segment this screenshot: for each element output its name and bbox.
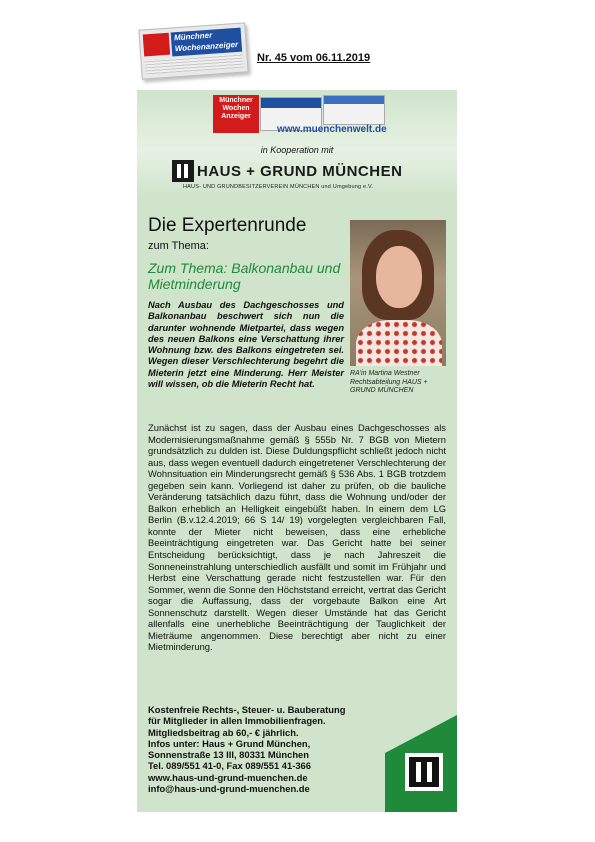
photo-caption: RA'in Martina Westner Rechtsabteilung HAUS + GRUND MÜNCHEN [350, 370, 428, 394]
wochenanzeiger-logo-text: Münchner Wochenanzeiger [171, 28, 243, 57]
author-photo [350, 220, 446, 366]
haus-grund-corner-logo-icon [385, 715, 457, 812]
contact-line: Kostenfreie Rechts-, Steuer- u. Bauberatung [148, 704, 346, 715]
article-box [137, 90, 457, 812]
article-lead: Nach Ausbau des Dachgeschosses und Balkonanbau beschwert sich nun die darunter wohnende Mietpartei, dass wegen des neuen Balkons eine Verschattung ihrer Wohnung bzw. des Balkons eingetreten sei. Wegen dieser Verschlechterung begehrt die Mieterin jetzt eine Minderung. Herr Meister will wissen, ob die Mieterin Recht hat. [148, 300, 344, 390]
contact-email-link[interactable]: info@haus-und-grund-muenchen.de [148, 783, 310, 795]
article-body: Zunächst ist zu sagen, dass der Ausbau eines Dachgeschosses als Modernisierungsmaßnahme gemäß § 555b Nr. 7 BGB von Mietern grundsätzlich zu dulden ist. Diese Duldungspflicht schließt jedoch nicht aus, dass wegen eventuell dadurch eingetretener Verschlechterung der Wohnsituation ein Minderungsrecht gemäß § 536 Abs. 1 BGB trotzdem gegeben sein kann. Vorliegend ist daher zu prüfen, ob die bauliche Veränderung tatsächlich dazu führt, dass die Wohnung und/oder der Balkon erheblich an Helligkeit eingebüßt haben. In einem dem LG Berlin (B.v.12.4.2019; 66 S 14/ 19) vorgelegten vergleichbaren Fall, konnte der Mieter nicht beweisen, dass eine erhebliche Beeinträchtigung eingetreten war. Das Gericht hatte bei seiner Entscheidung berücksichtigt, dass je nach Jahreszeit die Sonneneinstrahlung unterschiedlich ausfällt und somit im Frühjahr und Herbst eine Verschattung gerade nicht festzustellen war. Für den Sommer, wenn die Sonne den Höchststand erreicht, vertrat das Gericht sogar die Auffassung, dass der vorgebaute Balkon eine Art Sonnenschutz darstellt. Wegen dieser Umstände hat das Gericht allenfalls eine unerhebliche Beeinträchtigung der Tauglichkeit der Mieträume angenommen. Diese berechtigt aber nicht zu einer Mietminderung. [148, 422, 446, 653]
contact-line: Sonnenstraße 13 III, 80331 München [148, 749, 309, 761]
contact-line: für Mitglieder in allen Immobilienfragen. [148, 715, 326, 727]
article-title: Die Expertenrunde [148, 215, 307, 236]
red-newspaper-logo: Münchner Wochen Anzeiger [213, 95, 259, 133]
haus-grund-logo-icon [172, 160, 194, 182]
kooperation-label: in Kooperation mit [260, 145, 334, 155]
contact-line: Infos unter: Haus + Grund München, [148, 737, 311, 749]
box-header [137, 90, 457, 198]
contact-line: Mitgliedsbeitrag ab 60,- € jährlich. [148, 726, 299, 738]
contact-website-link[interactable]: www.haus-und-grund-muenchen.de [148, 771, 308, 783]
article-topic: Zum Thema: Balkonanbau und Mietminderung [148, 260, 341, 292]
contact-phone: Tel. 089/551 41-0, Fax 089/551 41-366 [148, 760, 311, 772]
brand-title: HAUS + GRUND MÜNCHEN [197, 163, 403, 180]
article-subtitle: zum Thema: [148, 240, 209, 252]
website-url[interactable]: www.muenchenwelt.de [277, 124, 387, 135]
brand-subtitle: HAUS- UND GRUNDBESITZERVEREIN MÜNCHEN und Umgebung e.V. [183, 184, 374, 190]
issue-number: Nr. 45 vom 06.11.2019 [257, 52, 371, 64]
newspaper-thumbnail [323, 95, 385, 125]
contact-info [148, 704, 388, 794]
wochenanzeiger-logo [138, 22, 248, 79]
